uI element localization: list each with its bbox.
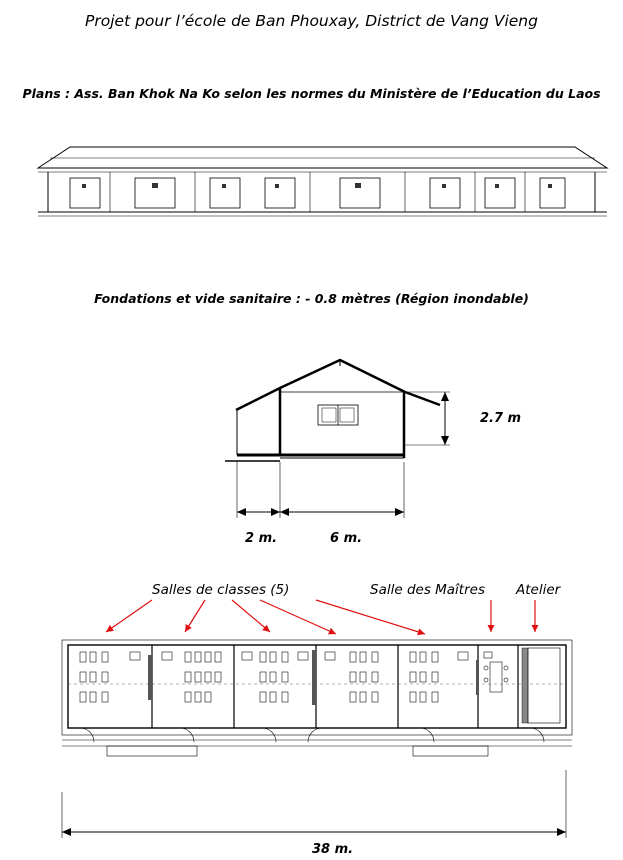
classroom-desks bbox=[80, 652, 508, 702]
workshop-label: Atelier bbox=[516, 582, 561, 598]
plan-arrows bbox=[106, 600, 535, 634]
teachers-room-label: Salle des Maîtres bbox=[370, 582, 485, 598]
total-length-label: 38 m. bbox=[312, 842, 354, 857]
width-dimension-left-label: 2 m. bbox=[245, 531, 278, 546]
width-dimension-right-label: 6 m. bbox=[330, 531, 363, 546]
plans-subtitle: Plans : Ass. Ban Khok Na Ko selon les normes du Ministère de l’Education du Laos bbox=[22, 86, 601, 101]
classrooms-label: Salles de classes (5) bbox=[152, 582, 290, 598]
page-title: Projet pour l’école de Ban Phouxay, District de Vang Vieng bbox=[85, 12, 538, 30]
height-dimension-label: 2.7 m bbox=[480, 411, 522, 426]
foundations-note: Fondations et vide sanitaire : - 0.8 mètres (Région inondable) bbox=[94, 291, 529, 306]
